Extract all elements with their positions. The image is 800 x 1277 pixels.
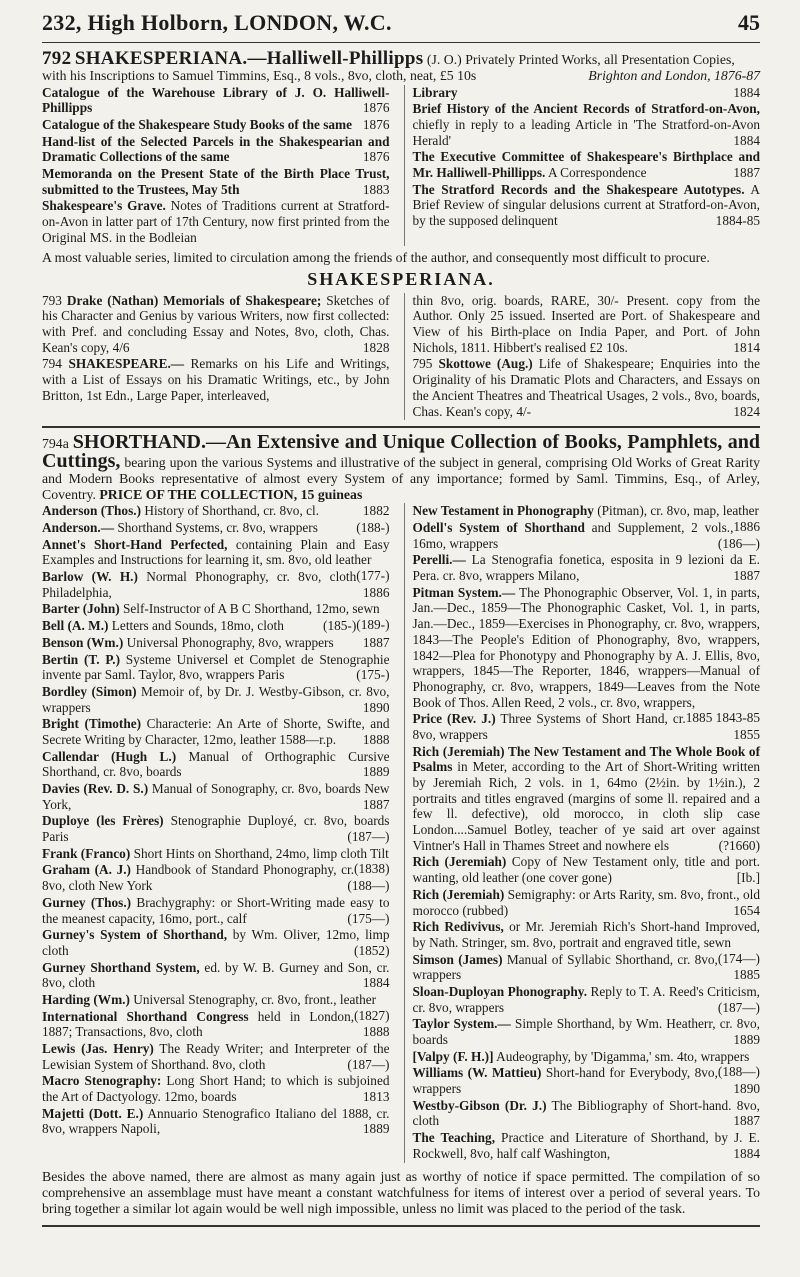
entry-year: 1828 bbox=[362, 339, 390, 355]
entry-description: Three Systems of Short Hand, cr. 8vo, wrappers bbox=[412, 711, 686, 742]
entry-description: (Pitman), cr. 8vo, map, leather bbox=[593, 503, 759, 519]
entry-title: Gurney's System of Shorthand, bbox=[42, 927, 228, 943]
entry-description: Life of Shakespeare; Enquiries into the Originality of his Dramatic Plots and Characters, and Essays on the Ancient Theatres and Theatrical Usages, 2 vols., 8vo, boards, Chas. Kean's copy, 4/- bbox=[412, 356, 760, 419]
entry-description: Short Hints on Shorthand, 24mo, limp cloth Tilt bbox=[130, 845, 389, 861]
entry-year: 1814 bbox=[733, 339, 760, 355]
entry-title: Davies (Rev. D. S.) bbox=[42, 781, 149, 797]
entry-title: International Shorthand Congress bbox=[42, 1008, 249, 1024]
entry-title: Rich Redivivus, bbox=[412, 919, 504, 935]
divider bbox=[42, 426, 760, 428]
entry-description: Practice and Literature of Shorthand, by J. E. Rockwell, 8vo, half calf Washington, bbox=[412, 1130, 760, 1161]
entry-lot-number: 794 bbox=[42, 356, 69, 372]
catalogue-entry bbox=[413, 356, 761, 419]
catalogue-entry bbox=[42, 781, 390, 812]
entry-year: 1884 bbox=[733, 84, 760, 100]
closing-paragraph: Besides the above named, there are almost as many again just as worthy of notice if space permitted. The compilation of so comprehensive an assemblage must have meant a constant watchfulness for items of interest over a period of several years. To bring together a similar lot again would be well nigh impossible, unless no limit was placed to the period of the task. bbox=[42, 1168, 760, 1217]
entry-year: 1886 bbox=[362, 584, 390, 600]
entry-title: New Testament in Phonography bbox=[412, 503, 594, 519]
entry-description: Manual of Orthographic Cursive Shorthand, cr. 8vo, boards bbox=[42, 748, 390, 780]
entry-year: 1824 bbox=[733, 403, 760, 419]
catalogue-entry bbox=[413, 1016, 761, 1047]
catalogue-entry bbox=[413, 85, 761, 101]
lot-title: SHAKESPERIANA.—Halliwell-Phillipps bbox=[74, 48, 424, 69]
entry-description: by Wm. Oliver, 12mo, limp cloth bbox=[42, 927, 390, 958]
footer-rule bbox=[42, 1225, 760, 1227]
catalogue-entry bbox=[42, 862, 390, 893]
entry-description: Self-Instructor of A B C Shorthand, 12mo, sewn bbox=[119, 601, 380, 617]
shorthand-right-column bbox=[404, 503, 761, 1162]
catalogue-entry bbox=[42, 1041, 390, 1072]
page-header bbox=[42, 0, 760, 43]
entry-title: Brief History of the Ancient Records of Stratford-on-Avon, bbox=[412, 101, 760, 117]
entry-title: Rich (Jeremiah) bbox=[412, 854, 507, 870]
entry-year: (189-) bbox=[356, 617, 390, 633]
entry-title: Frank (Franco) bbox=[42, 845, 131, 861]
catalogue-entry bbox=[42, 117, 390, 133]
entry-year: 1885 1843-85 bbox=[685, 710, 760, 726]
entry-description: Notes of Traditions current at Stratford-on-Avon in latter part of 17th Century, now first printed from the Original MS. in the Bodleian bbox=[42, 198, 390, 245]
entry-year: 1890 bbox=[362, 699, 390, 715]
entry-description: Stenographie Duployé, cr. 8vo, boards Paris bbox=[42, 813, 390, 845]
catalogue-entry bbox=[42, 618, 390, 634]
catalogue-entry bbox=[413, 1130, 761, 1161]
entry-year: 1884 bbox=[733, 132, 760, 148]
lot-number: 794a bbox=[42, 436, 69, 452]
entry-title: Gurney Shorthand System, bbox=[42, 959, 200, 975]
entry-title: The Executive Committee of Shakespeare's Birthplace and Mr. Halliwell-Phillipps. bbox=[412, 149, 760, 180]
catalogue-entry bbox=[413, 1065, 761, 1096]
entry-year: (185-) bbox=[323, 618, 357, 634]
catalogue-entry bbox=[42, 1073, 390, 1104]
catalogue-entry bbox=[42, 895, 390, 926]
entry-year: 1887 bbox=[362, 634, 390, 650]
section-left-column bbox=[42, 293, 390, 421]
lot-description: (J. O.) Privately Printed Works, all Presentation Copies, with his Inscriptions to Samuel Timmins, Esq., 8 vols., 8vo, cloth, neat, £5 10s bbox=[42, 52, 735, 84]
lot-792-items bbox=[42, 85, 760, 247]
entry-description: or Mr. Jeremiah Rich's Short-hand Improved, by Nath. Stringer, sm. 8vo, portrait and engraved title, sewn bbox=[412, 919, 760, 950]
right-column bbox=[404, 85, 761, 247]
catalogue-entry bbox=[42, 503, 390, 519]
entry-year: (174—) bbox=[717, 950, 760, 966]
catalogue-entry bbox=[413, 744, 761, 854]
entry-title: Anderson.— bbox=[42, 520, 115, 536]
lot-number: 792 bbox=[42, 48, 72, 69]
entry-title: Lewis (Jas. Henry) bbox=[42, 1041, 154, 1057]
entry-title: Annet's Short-Hand Perfected, bbox=[42, 536, 228, 552]
collection-price: PRICE OF THE COLLECTION, 15 guineas bbox=[99, 487, 363, 503]
lot-794a bbox=[42, 431, 761, 503]
entry-description: Manual of Syllabic Shorthand, cr. 8vo, wrappers bbox=[412, 951, 718, 983]
entry-title: Price (Rev. J.) bbox=[412, 711, 496, 727]
entry-title: Library bbox=[412, 84, 458, 100]
entry-year: 1884 bbox=[362, 975, 390, 991]
catalogue-entry bbox=[42, 134, 390, 165]
entry-title: The Teaching, bbox=[412, 1130, 496, 1146]
entry-year: (188-) bbox=[356, 520, 390, 536]
section-right-column bbox=[404, 293, 761, 421]
catalogue-entry bbox=[413, 552, 761, 583]
entry-title: Taylor System.— bbox=[412, 1016, 511, 1032]
entry-year: 1884 bbox=[733, 1145, 760, 1161]
entry-year: (?1660) bbox=[718, 837, 760, 853]
rarity-notice: A most valuable series, limited to circulation among the friends of the author, and consequently most difficult to procure. bbox=[42, 250, 710, 266]
entry-description: History of Shorthand, cr. 8vo, cl. bbox=[141, 503, 320, 519]
entry-description: Characterie: An Arte of Shorte, Swifte, and Secrete Writing by Character, 12mo, leather 1588—r.p. bbox=[42, 716, 390, 747]
entry-description: Memoir of, by Dr. J. Westby-Gibson, cr. 8vo, wrappers bbox=[42, 683, 390, 715]
entry-title: Catalogue of the Shakespeare Study Books of the same bbox=[42, 116, 353, 132]
entry-year: 1883 bbox=[362, 181, 390, 197]
entry-year: (187—) bbox=[347, 829, 390, 845]
entry-year: (1838) bbox=[354, 861, 390, 877]
entry-title: Williams (W. Mattieu) bbox=[412, 1065, 542, 1081]
catalogue-entry bbox=[413, 101, 761, 148]
entry-year: (188—) bbox=[347, 878, 390, 894]
catalogue-entry bbox=[413, 182, 761, 229]
entry-title: Majetti (Dott. E.) bbox=[42, 1105, 144, 1121]
entry-title: Sloan-Duployan Phonography. bbox=[412, 983, 588, 999]
entry-description: Systeme Universel et Complet de Stenographie invente par Saml. Taylor, 8vo, wrappers Paris bbox=[42, 651, 390, 683]
entry-year: 1890 bbox=[733, 1081, 760, 1097]
entry-description: Simple Shorthand, by Wm. Heatherr, cr. 8vo, boards bbox=[412, 1016, 760, 1048]
entry-year: (175—) bbox=[347, 910, 390, 926]
entry-title: Shakespeare's Grave. bbox=[42, 198, 166, 214]
left-column bbox=[42, 85, 390, 247]
entry-year: 1887 bbox=[733, 165, 760, 180]
entry-description: Handbook of Standard Phonography, cr. 8vo, cloth New York bbox=[42, 862, 355, 894]
catalogue-entry bbox=[42, 198, 390, 245]
catalogue-entry bbox=[42, 1106, 390, 1137]
entry-description: Semigraphy: or Arts Rarity, sm. 8vo, front., old morocco (rubbed) bbox=[412, 886, 760, 918]
catalogue-entry bbox=[42, 813, 390, 844]
entry-description: thin 8vo, orig. boards, RARE, 30/- Present. copy from the Author. Only 25 issued. Inserted are Port. of Shakespeare and View of his Birth-place on India Paper, and Port. of John Nichols, 1811. Hibbert's realised £2 10s. bbox=[412, 292, 760, 355]
entry-title: Benson (Wm.) bbox=[42, 634, 124, 650]
entry-description: A Correspondence bbox=[545, 165, 647, 180]
entry-year: 1885 bbox=[733, 967, 760, 983]
catalogue-entry bbox=[42, 356, 390, 403]
entry-title: Westby-Gibson (Dr. J.) bbox=[412, 1097, 547, 1113]
entry-description: Universal Phonography, 8vo, wrappers bbox=[123, 634, 334, 650]
catalogue-entry bbox=[42, 960, 390, 991]
catalogue-entry bbox=[42, 635, 390, 651]
lot-description: bearing upon the various Systems and illustrative of the subject in general, comprising Old Works of Great Rarity and Modern Books representative of almost every System of any importance; formed by Saml. Timmins, Esq., of Arley, Coventry. bbox=[42, 454, 760, 503]
entry-description: Remarks on his Life and Writings, with a List of Essays on his Dramatic Writings, etc., by John Britton, 1st Edn., Large Paper, interleaved, bbox=[42, 356, 390, 403]
entry-title: Odell's System of Shorthand bbox=[412, 520, 585, 536]
entry-description: containing Plain and Easy Examples and Instructions for learning it, sm. 8vo, old leather bbox=[42, 536, 390, 568]
catalogue-entry bbox=[42, 293, 390, 356]
entry-year: (187—) bbox=[347, 1056, 390, 1072]
catalogue-entry bbox=[42, 716, 390, 747]
entry-title: Perelli.— bbox=[412, 552, 466, 568]
entry-description: in Meter, according to the Art of Short-Writing written by Jeremiah Rich, 2 vols. in 1, 64mo (2½in. by 1½in.), 2 portraits and titles engraved (margins of some ll. repaired and a few ll. defective), old morocco, in cloth slip case London....Samuel Botley, teacher of ye said art over against Vintner's Hall in Thames Street and nowhere els bbox=[412, 759, 760, 853]
entry-title: Rich (Jeremiah) bbox=[412, 886, 505, 902]
entry-year: 1882 bbox=[362, 503, 390, 519]
entry-title: Harding (Wm.) bbox=[42, 991, 130, 1007]
entry-title: Memoranda on the Present State of the Birth Place Trust, submitted to the Trustees, May 5th bbox=[42, 166, 390, 197]
entry-description: chiefly in reply to a leading Article in 'The Stratford-on-Avon Herald' bbox=[412, 116, 760, 148]
entry-year: 1855 bbox=[733, 726, 760, 742]
entry-title: Macro Stenography: bbox=[42, 1073, 162, 1089]
page-running-title: 232, High Holborn, LONDON, W.C. bbox=[42, 10, 392, 35]
entry-title: Callendar (Hugh L.) bbox=[42, 748, 177, 764]
entry-description: Normal Phonography, cr. 8vo, cloth Philadelphia, bbox=[42, 569, 357, 600]
entry-year: 1888 bbox=[362, 1024, 390, 1040]
entry-year: 1887 bbox=[733, 1113, 760, 1129]
entry-year: [Ib.] bbox=[736, 870, 760, 886]
entry-description: A Brief Review of singular delusions current at Stratford-on-Avon, by the supposed delinquent bbox=[412, 181, 760, 229]
entry-title: Hand-list of the Selected Parcels in the Shakespearian and Dramatic Collections of the same bbox=[42, 133, 390, 165]
entry-title: Simson (James) bbox=[412, 951, 503, 967]
shakesperiana-section bbox=[42, 293, 760, 421]
entry-year: 1889 bbox=[733, 1032, 760, 1048]
catalogue-entry bbox=[42, 520, 390, 536]
catalogue-entry bbox=[42, 927, 390, 958]
entry-title: Barter (John) bbox=[42, 601, 120, 617]
catalogue-entry bbox=[413, 984, 761, 1015]
entry-title: Gurney (Thos.) bbox=[42, 894, 132, 910]
entry-description: The Phonographic Observer, Vol. 1, in parts, Jan.—Dec., 1859—The Phonographic Casket, Vol. 1, in parts, Jan.—Dec., 1859—Exercises in Phonography, cr. 8vo, wrappers, 1843—The People's Edition of Phonography, 8vo, wrappers, 1842—Plea for Phonotypy and Phonography by A. J. Ellis, 8vo, wrappers, 1845—The Reporter, 1846, wrappers—Manual of Phonography, cr. 8vo, wrappers, 1849—Leaves from the Note Book of Thos. Allen Reed, 2 vols., cr. 8vo, wrappers, bbox=[412, 584, 761, 710]
entry-year: (1827) bbox=[354, 1007, 390, 1023]
entry-year: 1889 bbox=[362, 1121, 390, 1137]
entry-description: The Ready Writer; and Interpreter of the Lewisian System of Shorthand. 8vo, cloth bbox=[42, 1041, 390, 1072]
entry-title: Drake (Nathan) Memorials of Shakespeare; bbox=[66, 292, 322, 308]
entry-year: (186—) bbox=[717, 535, 760, 551]
entry-year: (177-) bbox=[356, 568, 390, 584]
catalogue-entry bbox=[42, 652, 390, 683]
catalogue-entry bbox=[413, 952, 761, 983]
lot-title: SHORTHAND.—An Extensive and Unique Collection of Books, Pamphlets, and Cuttings, bbox=[42, 431, 761, 472]
entry-title: [Valpy (F. H.)] bbox=[412, 1048, 494, 1064]
entry-year: (187—) bbox=[717, 999, 760, 1015]
entry-title: Pitman System.— bbox=[412, 584, 516, 600]
entry-description: Audeography, by 'Digamma,' sm. 4to, wrappers bbox=[493, 1048, 750, 1064]
shorthand-left-column bbox=[42, 503, 390, 1162]
catalogue-entry bbox=[42, 1009, 390, 1040]
entry-title: Anderson (Thos.) bbox=[42, 503, 142, 519]
entry-description: Letters and Sounds, 18mo, cloth bbox=[108, 618, 284, 634]
entry-year: 1813 bbox=[362, 1089, 390, 1105]
entry-title: Bertin (T. P.) bbox=[42, 651, 121, 667]
catalogue-entry bbox=[42, 166, 390, 197]
entry-title: Rich (Jeremiah) The New Testament and The Whole Book of Psalms bbox=[412, 743, 760, 775]
entry-year: (1852) bbox=[354, 942, 390, 958]
lot-792 bbox=[42, 48, 760, 85]
entry-year: 1654 bbox=[733, 902, 760, 918]
entry-lot-number: 793 bbox=[42, 292, 67, 308]
entry-description: Shorthand Systems, cr. 8vo, wrappers bbox=[114, 520, 318, 536]
lot-location: Brighton and London, 1876-87 bbox=[588, 68, 760, 84]
entry-description: and Supplement, 2 vols., 16mo, wrappers bbox=[412, 520, 734, 551]
entry-year: 1876 bbox=[362, 149, 390, 165]
entry-description: Manual of Sonography, cr. 8vo, boards New York, bbox=[42, 781, 390, 812]
entry-description: Sketches of his Character and Genius by various Writers, now first collected: with Pref. and concluding Essay and Notes, 8vo, cloth, Chas. Kean's copy, 4/6 bbox=[42, 292, 390, 355]
entry-year: 1889 bbox=[362, 764, 390, 780]
entry-description: Brachygraphy: or Short-Writing made easy to the meanest capacity, 16mo, port., calf bbox=[42, 894, 390, 926]
entry-description: held in London, 1887; Transactions, 8vo, cloth bbox=[42, 1008, 355, 1040]
catalogue-entry bbox=[413, 293, 761, 356]
catalogue-entry bbox=[42, 569, 390, 600]
entry-title: Catalogue of the Warehouse Library of J. O. Halliwell-Phillipps bbox=[42, 84, 390, 116]
entry-year: 1876 bbox=[362, 116, 390, 132]
entry-description: Long Short Hand; to which is subjoined the Art of Dactyology. 12mo, boards bbox=[42, 1073, 390, 1105]
entry-title: Barlow (W. H.) bbox=[42, 569, 138, 585]
section-heading: SHAKESPERIANA. bbox=[307, 268, 495, 289]
catalogue-entry bbox=[42, 749, 390, 780]
catalogue-entry bbox=[413, 520, 761, 551]
entry-lot-number: 795 bbox=[412, 356, 439, 372]
entry-description: Annuario Stenografico Italiano del 1888, cr. 8vo, wrappers Napoli, bbox=[42, 1105, 390, 1137]
entry-title: Skottowe (Aug.) bbox=[438, 356, 533, 372]
page-number: 45 bbox=[738, 10, 760, 35]
entry-year: 1884-85 bbox=[715, 213, 760, 229]
entry-year: 1876 bbox=[362, 100, 390, 116]
catalogue-entry bbox=[413, 149, 761, 180]
entry-year: 1888 bbox=[362, 731, 390, 747]
entry-description: ed. by W. B. Gurney and Son, cr. 8vo, cloth bbox=[42, 959, 390, 991]
catalogue-entry bbox=[413, 887, 761, 918]
shorthand-items bbox=[42, 503, 760, 1162]
entry-description: The Bibliography of Short-hand. 8vo, cloth bbox=[412, 1097, 760, 1129]
entry-description: Reply to T. A. Reed's Criticism, cr. 8vo, wrappers bbox=[412, 983, 760, 1015]
entry-title: Graham (A. J.) bbox=[42, 862, 131, 878]
entry-title: Duploye (les Frères) bbox=[42, 813, 164, 829]
catalogue-entry bbox=[42, 85, 390, 116]
entry-title: SHAKESPEARE.— bbox=[68, 356, 185, 372]
entry-year: 1886 bbox=[733, 519, 760, 535]
entry-description: Universal Stenography, cr. 8vo, front., leather bbox=[129, 991, 377, 1007]
entry-title: The Stratford Records and the Shakespeare Autotypes. bbox=[412, 181, 745, 197]
catalogue-entry bbox=[413, 1098, 761, 1129]
entry-year: (175-) bbox=[356, 667, 390, 683]
entry-year: 1887 bbox=[733, 568, 760, 584]
catalogue-entry bbox=[413, 854, 761, 885]
entry-description: Copy of New Testament only, title and port. wanting, old leather (one cover gone) bbox=[412, 854, 760, 886]
entry-title: Bell (A. M.) bbox=[42, 618, 109, 634]
entry-year: (188—) bbox=[717, 1064, 760, 1080]
entry-description: Short-hand for Everybody, 8vo, wrappers bbox=[412, 1065, 718, 1097]
entry-title: Bright (Timothe) bbox=[42, 716, 142, 732]
entry-year: 1887 bbox=[362, 796, 390, 812]
catalogue-entry bbox=[42, 684, 390, 715]
entry-description: La Stenografia fonetica, esposita in 9 lezioni da E. Pera. cr. 8vo, wrappers Milano, bbox=[412, 552, 760, 584]
entry-title: Bordley (Simon) bbox=[42, 683, 137, 699]
